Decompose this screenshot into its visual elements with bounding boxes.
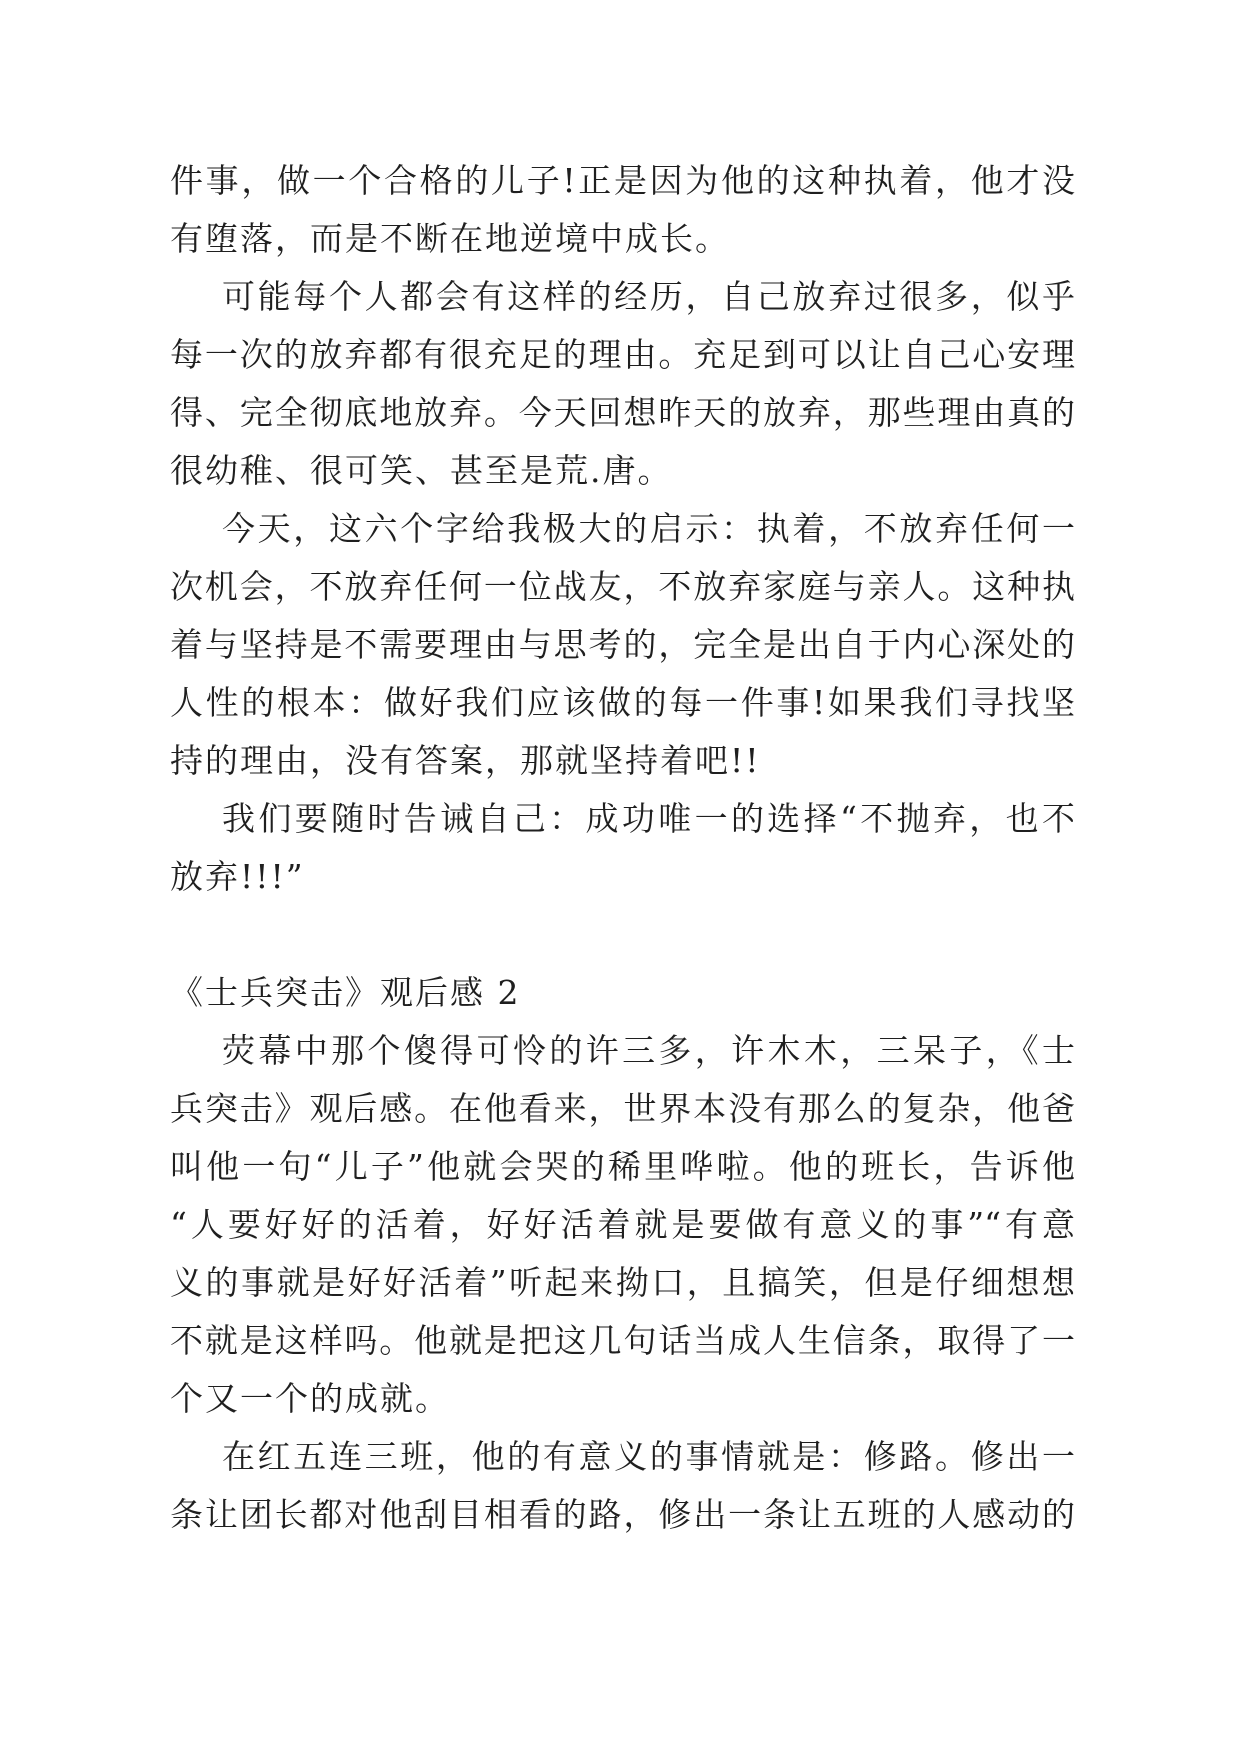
text-line: 着与坚持是不需要理由与思考的，完全是出自于内心深处的 <box>170 625 1075 664</box>
text-line: 义的事就是好好活着”听起来拗口，且搞笑，但是仔细想想 <box>170 1263 1075 1302</box>
text-line: 有堕落，而是不断在地逆境中成长。 <box>170 219 730 258</box>
text-line: 次机会，不放弃任何一位战友，不放弃家庭与亲人。这种执 <box>170 567 1075 606</box>
text-line: 荧幕中那个傻得可怜的许三多，许木木，三呆子，《士 <box>222 1031 1075 1070</box>
text-line: 很幼稚、很可笑、甚至是荒.唐。 <box>170 451 673 490</box>
text-line: 可能每个人都会有这样的经历，自己放弃过很多，似乎 <box>222 277 1075 316</box>
text-line: 放弃!!!” <box>170 857 305 896</box>
text-block <box>170 152 1075 1544</box>
text-line: 条让团长都对他刮目相看的路，修出一条让五班的人感动的 <box>170 1495 1075 1534</box>
text-line: 持的理由，没有答案，那就坚持着吧!! <box>170 741 761 780</box>
text-line: “人要好好的活着，好好活着就是要做有意义的事”“有意 <box>170 1205 1075 1244</box>
text-line: 个又一个的成就。 <box>170 1379 450 1418</box>
text-line: 每一次的放弃都有很充足的理由。充足到可以让自己心安理 <box>170 335 1075 374</box>
text-line: 人性的根本：做好我们应该做的每一件事!如果我们寻找坚 <box>170 683 1075 722</box>
section-heading: 《士兵突击》观后感 2 <box>170 973 521 1012</box>
text-line: 今天，这六个字给我极大的启示：执着，不放弃任何一 <box>222 509 1075 548</box>
text-line: 得、完全彻底地放弃。今天回想昨天的放弃，那些理由真的 <box>170 393 1075 432</box>
text-line: 不就是这样吗。他就是把这几句话当成人生信条，取得了一 <box>170 1321 1075 1360</box>
text-line: 兵突击》观后感。在他看来，世界本没有那么的复杂，他爸 <box>170 1089 1075 1128</box>
text-line: 件事，做一个合格的儿子!正是因为他的这种执着，他才没 <box>170 161 1075 200</box>
text-line: 在红五连三班，他的有意义的事情就是：修路。修出一 <box>222 1437 1075 1476</box>
text-line: 叫他一句“儿子”他就会哭的稀里哗啦。他的班长，告诉他 <box>170 1147 1075 1186</box>
text-line: 我们要随时告诫自己：成功唯一的选择“不抛弃，也不 <box>222 799 1075 838</box>
